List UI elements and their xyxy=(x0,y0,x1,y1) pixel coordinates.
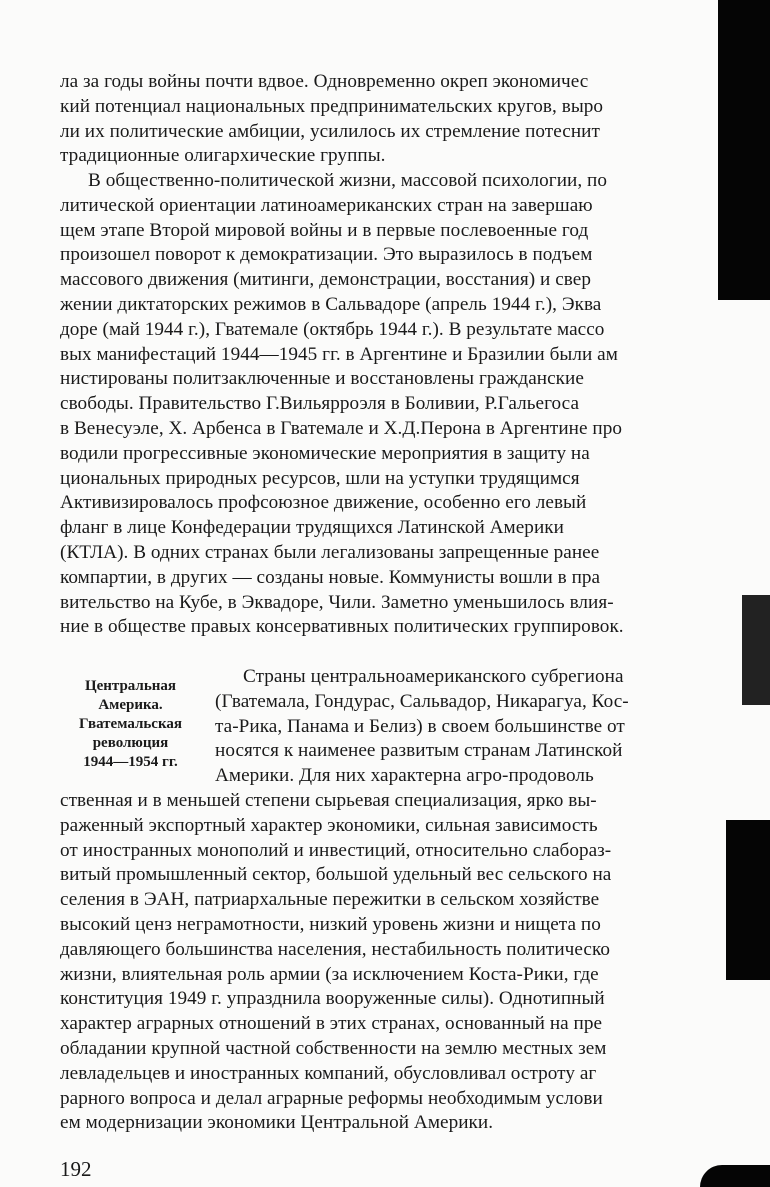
text-line: (КТЛА). В одних странах были легализованы запрещенные ранее xyxy=(60,541,600,563)
text-line: обладании крупной частной собственности на землю местных зем xyxy=(60,1037,607,1059)
side-heading-line: Центральная xyxy=(84,678,177,694)
text-line: селения в ЭАН, патриархальные пережитки в сельском хозяйстве xyxy=(60,889,600,911)
text-line: Страны центральноамериканского субрегиона xyxy=(243,666,624,687)
text-line: щем этапе Второй мировой войны и в первые послевоенные год xyxy=(60,219,589,241)
text-line: витый промышленный сектор, большой удельный вес сельского на xyxy=(60,864,612,886)
side-heading-line: революция xyxy=(92,735,169,751)
text-line: произошел поворот к демократизации. Это выразилось в подъем xyxy=(60,244,593,266)
scan-shadow xyxy=(718,0,770,300)
text-line: кий потенциал национальных предпринимательских кругов, выро xyxy=(60,95,604,117)
text-line: давляющего большинства населения, нестабильность политическо xyxy=(60,938,611,960)
text-line: свободы. Правительство Г.Вильярроэля в Боливии, Р.Гальегоса xyxy=(60,393,580,415)
text-line: высокий ценз неграмотности, низкий уровень жизни и нищета по xyxy=(60,913,601,935)
text-line: раженный экспортный характер экономики, сильная зависимость xyxy=(60,814,598,836)
text-line: характер аграрных отношений в этих странах, основанный на пре xyxy=(60,1013,603,1035)
paragraph-central-america xyxy=(60,665,715,1136)
text-line: жизни, влиятельная роль армии (за исключением Коста-Рики, где xyxy=(60,963,599,985)
side-heading-line: Гватемальская xyxy=(79,716,182,732)
text-line: водили прогрессивные экономические мероприятия в защиту на xyxy=(60,442,590,464)
text-line: та-Рика, Панама и Белиз) в своем большинстве от xyxy=(215,715,625,737)
paragraph-continuation xyxy=(60,70,715,169)
scan-shadow xyxy=(700,1165,770,1187)
text-line: ние в обществе правых консервативных политических группировок. xyxy=(60,616,624,638)
text-line: В общественно-политической жизни, массовой психологии, по xyxy=(88,170,607,191)
side-heading-line: 1944—1954 гг. xyxy=(83,754,178,770)
text-line: ла за годы войны почти вдвое. Одновременно окреп экономичес xyxy=(60,71,589,92)
text-line: носятся к наименее развитым странам Латинской xyxy=(215,740,623,762)
text-line: (Гватемала, Гондурас, Сальвадор, Никарагуа, Кос- xyxy=(215,690,629,712)
text-line: доре (май 1944 г.), Гватемале (октябрь 1944 г.). В результате массо xyxy=(60,318,605,340)
text-line: литической ориентации латиноамериканских стран на завершаю xyxy=(60,194,593,216)
text-line: жении диктаторских режимов в Сальвадоре (апрель 1944 г.), Эква xyxy=(60,293,602,315)
text-line: от иностранных монополий и инвестиций, относительно слабораз- xyxy=(60,839,612,861)
text-line: конституция 1949 г. упразднила вооруженные силы). Однотипный xyxy=(60,988,605,1010)
page-number: 192 xyxy=(60,1157,92,1181)
text-line: вых манифестаций 1944—1945 гг. в Аргентине и Бразилии были ам xyxy=(60,343,618,365)
text-line: вительство на Кубе, в Эквадоре, Чили. Заметно уменьшилось влия- xyxy=(60,591,614,613)
text-line: нистированы политзаключенные и восстановлены гражданские xyxy=(60,368,584,390)
text-line: ем модернизации экономики Центральной Америки. xyxy=(60,1112,494,1134)
text-line: традиционные олигархические группы. xyxy=(60,145,386,167)
side-heading-line: Америка. xyxy=(98,697,163,713)
paragraph-democratization xyxy=(60,169,715,640)
text-line: Активизировалось профсоюзное движение, особенно его левый xyxy=(60,492,587,514)
text-line: массового движения (митинги, демонстрации, восстания) и свер xyxy=(60,269,591,291)
text-line: компартии, в других — созданы новые. Коммунисты вошли в пра xyxy=(60,566,601,588)
text-line: циональных природных ресурсов, шли на уступки трудящимся xyxy=(60,467,580,489)
text-line: в Венесуэле, Х. Арбенса в Гватемале и Х.Д.Перона в Аргентине про xyxy=(60,417,622,439)
text-line: ственная и в меньшей степени сырьевая специализация, ярко вы- xyxy=(60,789,597,811)
text-line: Америки. Для них характерна агро-продоволь xyxy=(215,765,594,787)
scan-shadow xyxy=(726,820,770,980)
text-line: ли их политические амбиции, усилилось их стремление потеснит xyxy=(60,120,600,142)
text-line: левладельцев и иностранных компаний, обусловливал остроту аг xyxy=(60,1062,597,1084)
text-line: рарного вопроса и делал аграрные реформы необходимым услови xyxy=(60,1087,603,1109)
text-line: фланг в лице Конфедерации трудящихся Латинской Америки xyxy=(60,517,564,539)
scan-shadow xyxy=(742,595,770,705)
